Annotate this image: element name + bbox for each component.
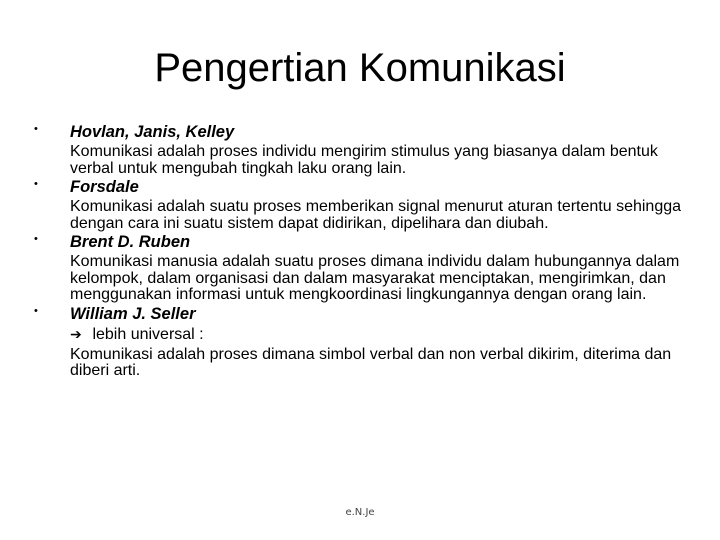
definition-text: Komunikasi adalah proses individu mengirim stimulus yang biasanya dalam bentuk verbal untuk mengubah tingkah laku orang lain.	[70, 143, 658, 177]
slide-footer: e.N.Je	[345, 507, 375, 518]
arrow-right-icon: ➔	[70, 325, 82, 342]
slide-title: Pengertian Komunikasi	[154, 46, 566, 90]
bullet-icon: •	[34, 178, 38, 190]
bullet-icon: •	[34, 304, 38, 317]
note-text: lebih universal :	[92, 325, 204, 343]
note-line	[70, 324, 694, 345]
author-name: Forsdale	[70, 178, 139, 196]
bullet-icon: •	[34, 123, 38, 135]
list-item	[34, 302, 694, 380]
list-item	[34, 230, 694, 304]
bullet-icon: •	[34, 233, 38, 245]
list-item	[34, 175, 694, 232]
definition-text: Komunikasi adalah proses dimana simbol verbal dan non verbal dikirim, diterima dan diberi arti.	[70, 345, 672, 379]
definition-list	[34, 125, 694, 383]
list-item	[34, 120, 694, 177]
definition-text: Komunikasi manusia adalah suatu proses dimana individu dalam hubungannya dalam kelompok, dalam organisasi dan dalam masyarakat menciptakan, mengirimkan, dan menggunakan informasi untuk mengkoordinasi lingkungannya dengan orang lain.	[70, 253, 680, 303]
author-name: William J. Seller	[70, 304, 196, 323]
author-name: Hovlan, Janis, Kelley	[70, 123, 235, 141]
author-name: Brent D. Ruben	[70, 233, 191, 251]
definition-text: Komunikasi adalah suatu proses memberikan signal menurut aturan tertentu sehingga dengan cara ini suatu sistem dapat didirikan, dipelihara dan diubah.	[70, 198, 682, 232]
